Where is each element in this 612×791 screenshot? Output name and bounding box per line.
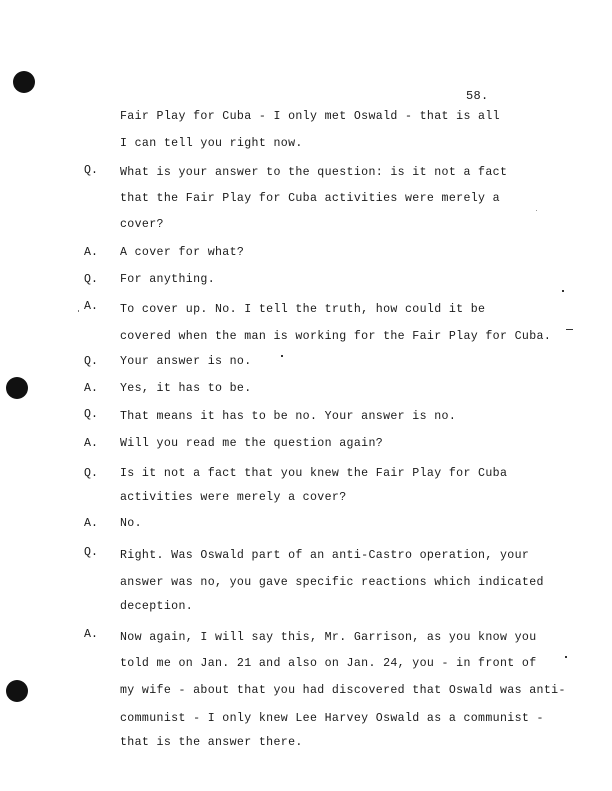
scan-speck (562, 290, 564, 292)
transcript-line: No. (120, 517, 142, 530)
speaker-label: Q. (84, 546, 98, 559)
punch-hole-bottom (6, 680, 28, 702)
transcript-line: covered when the man is working for the Fair Play for Cuba. (120, 330, 552, 343)
scan-speck (565, 656, 567, 658)
speaker-label: Q. (84, 408, 98, 421)
speaker-label: Q. (84, 273, 98, 286)
transcript-line: To cover up. No. I tell the truth, how could it be (120, 303, 486, 316)
punch-hole-middle (6, 377, 28, 399)
transcript-line: Yes, it has to be. (120, 382, 252, 395)
scan-speck (281, 355, 283, 357)
transcript-line: That means it has to be no. Your answer is no. (120, 410, 457, 423)
speaker-label: A. (84, 382, 98, 395)
transcript-line: Will you read me the question again? (120, 437, 384, 450)
transcript-line: A cover for what? (120, 246, 245, 259)
speaker-label: Q. (84, 355, 98, 368)
transcript-line: told me on Jan. 21 and also on Jan. 24, you - in front of (120, 657, 537, 670)
transcript-line: Is it not a fact that you knew the Fair Play for Cuba (120, 467, 508, 480)
speaker-label: A. (84, 437, 98, 450)
scan-speck (78, 310, 79, 312)
speaker-label: Q. (84, 164, 98, 177)
transcript-line: answer was no, you gave specific reactions which indicated (120, 576, 544, 589)
transcript-line: Fair Play for Cuba - I only met Oswald - that is all (120, 110, 500, 123)
transcript-line: Right. Was Oswald part of an anti-Castro operation, your (120, 549, 530, 562)
transcript-line: Now again, I will say this, Mr. Garrison, as you know you (120, 631, 537, 644)
speaker-label: A. (84, 517, 98, 530)
scan-speck (536, 210, 537, 211)
transcript-line: that the Fair Play for Cuba activities were merely a (120, 192, 500, 205)
scan-speck (566, 329, 573, 330)
speaker-label: A. (84, 628, 98, 641)
transcript-line: communist - I only knew Lee Harvey Oswald as a communist - (120, 712, 544, 725)
transcript-line: deception. (120, 600, 194, 613)
transcript-line: For anything. (120, 273, 215, 286)
speaker-label: Q. (84, 467, 98, 480)
page-number: 58. (466, 89, 489, 103)
transcript-line: What is your answer to the question: is it not a fact (120, 166, 508, 179)
speaker-label: A. (84, 246, 98, 259)
transcript-line: that is the answer there. (120, 736, 303, 749)
transcript-line: cover? (120, 218, 164, 231)
transcript-line: my wife - about that you had discovered that Oswald was anti- (120, 684, 566, 697)
punch-hole-top (13, 71, 35, 93)
transcript-line: I can tell you right now. (120, 137, 303, 150)
transcript-line: Your answer is no. (120, 355, 252, 368)
transcript-line: activities were merely a cover? (120, 491, 347, 504)
speaker-label: A. (84, 300, 98, 313)
